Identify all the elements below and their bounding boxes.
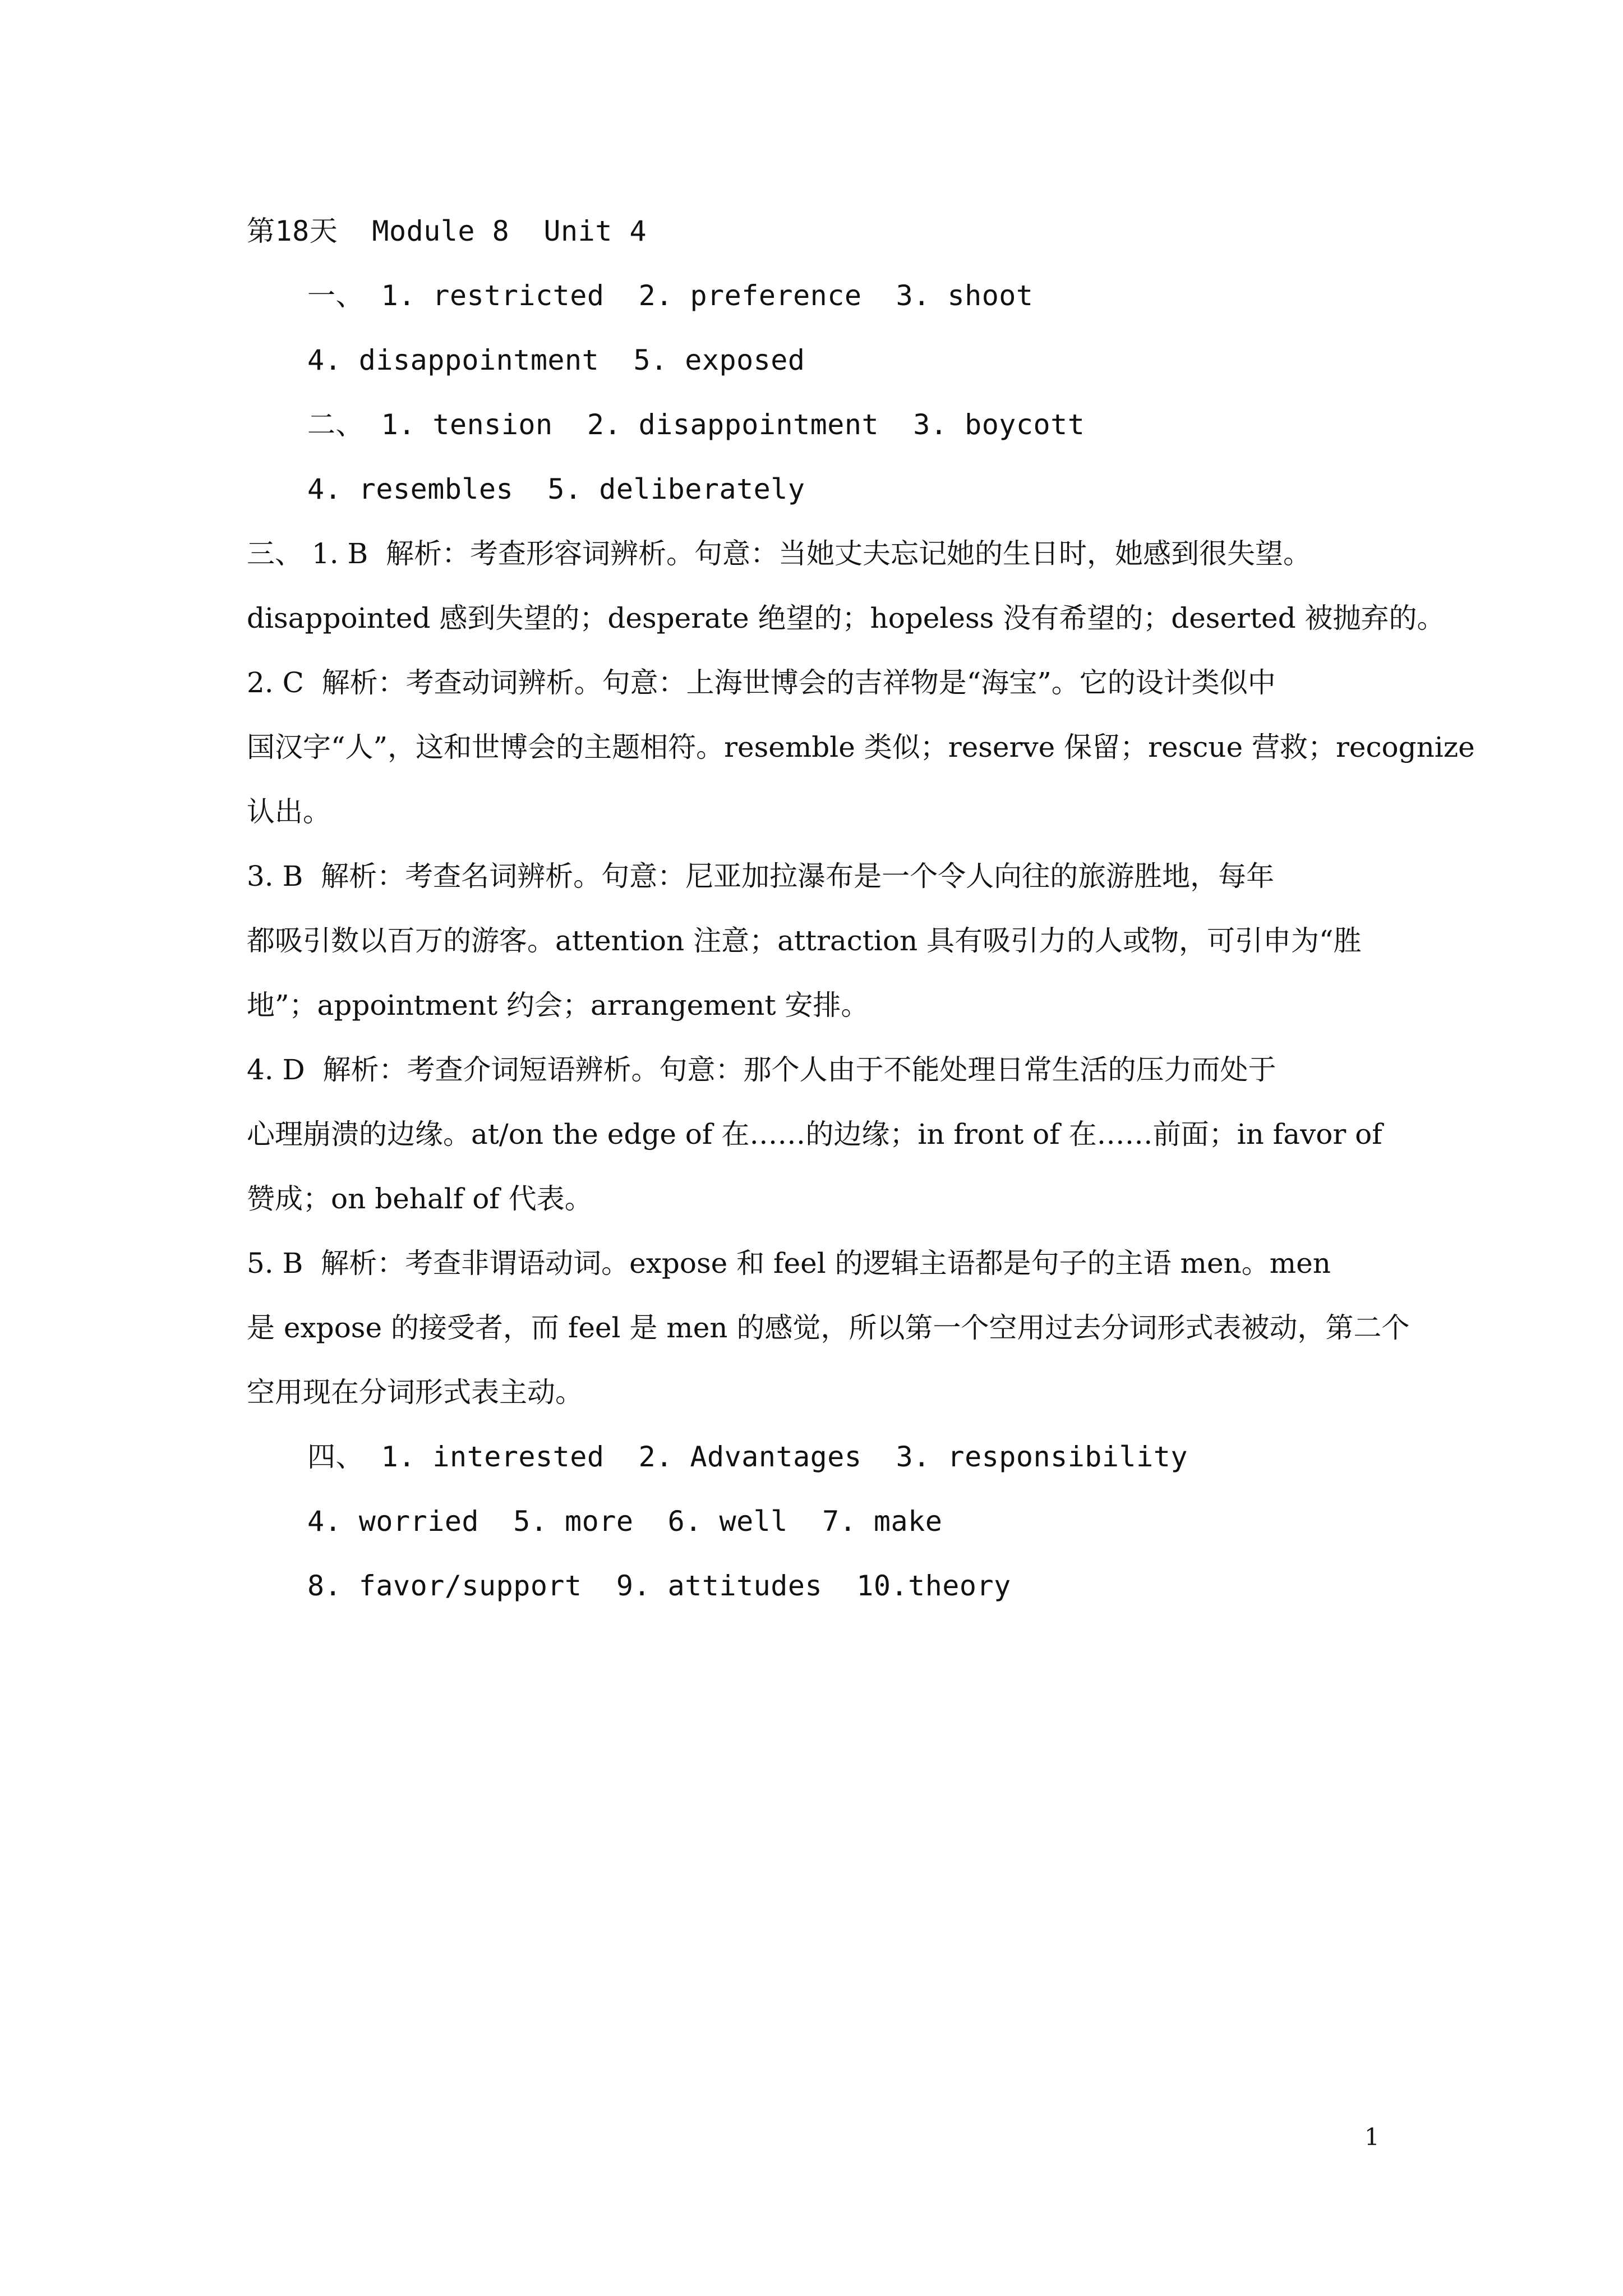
answer-line-7: 8. favor/support 9. attitudes 10.theory xyxy=(307,1570,1011,1602)
explanation-line-4: 国汉字“人”，这和世博会的主题相符。resemble 类似；reserve 保留；rescue 营救；recognize xyxy=(247,731,1475,763)
answer-line-6: 4. worried 5. more 6. well 7. make xyxy=(307,1505,943,1538)
explanation-line-7: 都吸引数以百万的游客。attention 注意；attraction 具有吸引力的人或物，可引申为“胜 xyxy=(247,924,1362,957)
answer-line-1: 一、 1. restricted 2. preference 3. shoot xyxy=(307,279,1034,312)
answer-line-2: 4. disappointment 5. exposed xyxy=(307,344,805,376)
answer-line-3: 二、 1. tension 2. disappointment 3. boycott xyxy=(307,408,1085,441)
answer-line-4: 4. resembles 5. deliberately xyxy=(307,473,805,505)
explanation-line-14: 空用现在分词形式表主动。 xyxy=(247,1376,583,1409)
explanation-line-10: 心理崩溃的边缘。at/on the edge of 在……的边缘；in front of 在……前面；in favor of xyxy=(247,1118,1382,1151)
explanation-line-6: 3. B 解析：考查名词辨析。句意：尼亚加拉瀑布是一个令人向往的旅游胜地，每年 xyxy=(247,860,1275,892)
document-title: 第18天 Module 8 Unit 4 xyxy=(247,215,647,247)
page-number: 1 xyxy=(1364,2123,1380,2151)
explanation-line-8: 地”；appointment 约会；arrangement 安排。 xyxy=(247,989,869,1022)
explanation-line-13: 是 expose 的接受者，而 feel 是 men 的感觉，所以第一个空用过去分词形式表被动，第二个 xyxy=(247,1312,1410,1344)
explanation-line-3: 2. C 解析：考查动词辨析。句意：上海世博会的吉祥物是“海宝”。它的设计类似中 xyxy=(247,666,1276,699)
answer-line-5: 四、 1. interested 2. Advantages 3. responsibility xyxy=(307,1441,1188,1473)
explanation-line-9: 4. D 解析：考查介词短语辨析。句意：那个人由于不能处理日常生活的压力而处于 xyxy=(247,1053,1276,1086)
explanation-line-1: 三、 1. B 解析：考查形容词辨析。句意：当她丈夫忘记她的生日时，她感到很失望。 xyxy=(247,537,1312,570)
explanation-line-11: 赞成；on behalf of 代表。 xyxy=(247,1182,593,1215)
explanation-line-12: 5. B 解析：考查非谓语动词。expose 和 feel 的逻辑主语都是句子的主语 men。men xyxy=(247,1247,1331,1280)
explanation-line-5: 认出。 xyxy=(247,795,331,828)
explanation-line-2: disappointed 感到失望的；desperate 绝望的；hopeless 没有希望的；deserted 被抛弃的。 xyxy=(247,602,1445,634)
